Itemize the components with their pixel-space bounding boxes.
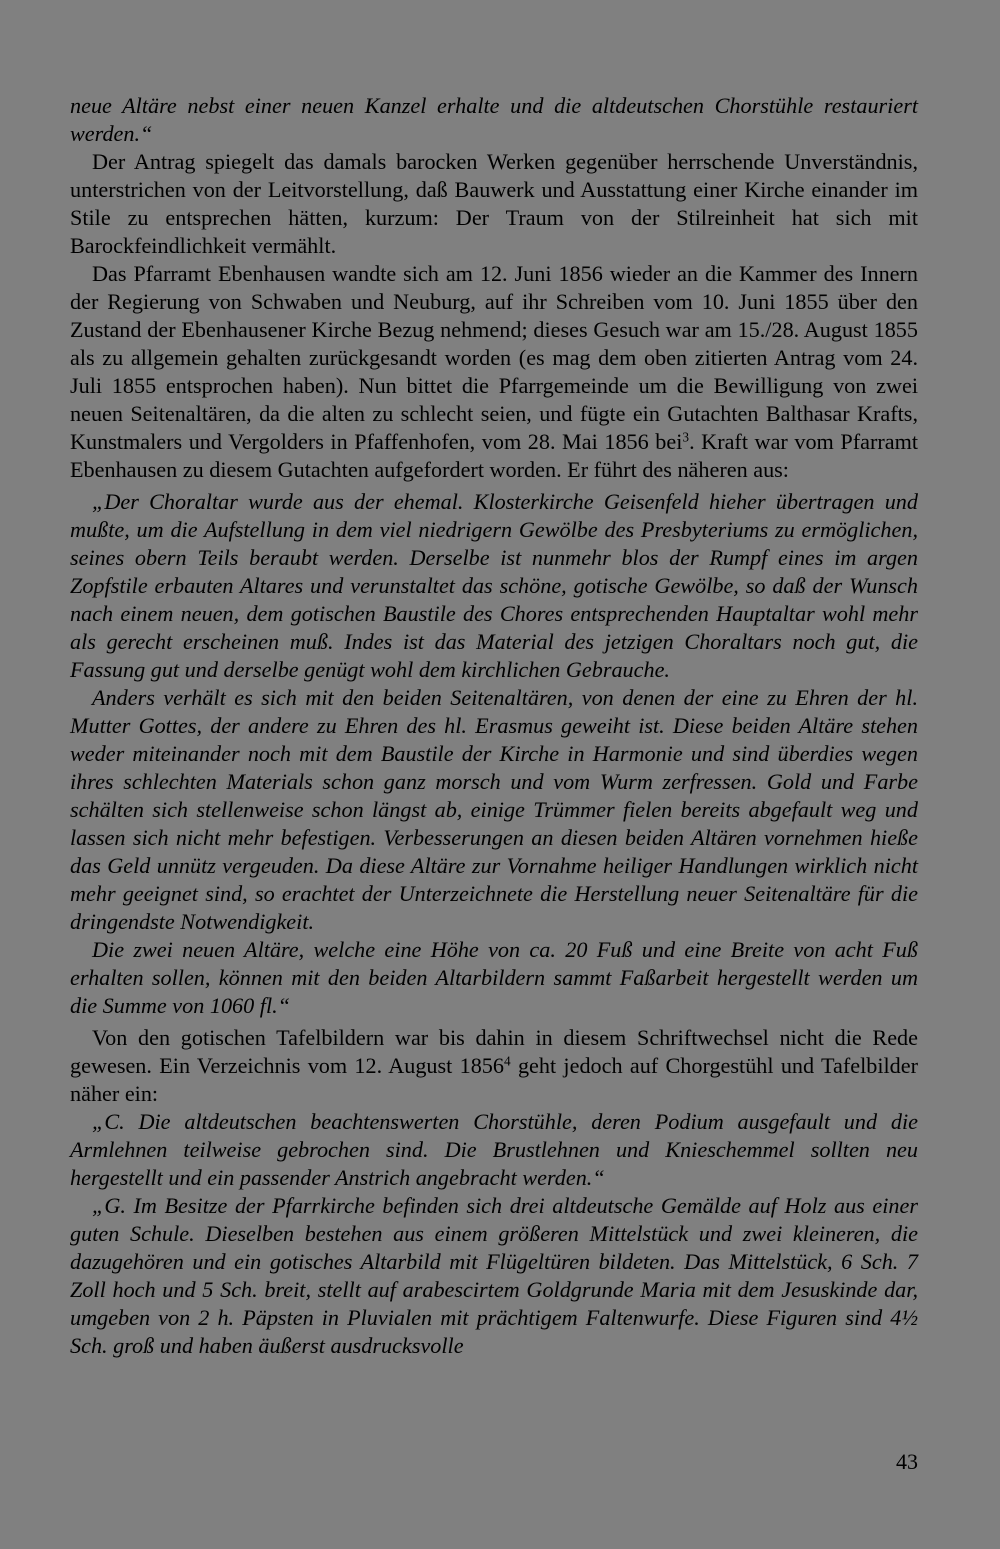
paragraph-text: Von den gotischen Tafelbildern war bis dahin in diesem Schriftwechsel nicht die Rede gewesen. Ein Verzeichnis vom 12. August 1856 xyxy=(70,1025,918,1078)
page-number: 43 xyxy=(896,1449,918,1474)
quote-gemaelde: „G. Im Besitze der Pfarrkirche befinden sich drei altdeutsche Gemälde auf Holz aus einer guten Schule. Dieselben bestehen aus einem größeren Mittelstück und zwei kleineren, die dazugehören und ein gotisches Altarbild mit Flügeltüren bildeten. Das Mittelstück, 6 Sch. 7 Zoll hoch und 5 Sch. breit, stellt auf arabescirtem Goldgrunde Maria mit dem Jesuskinde dar, umgeben von 2 h. Päpsten in Pluvialen mit prächtigem Faltenwurfe. Diese Figuren sind 4½ Sch. groß und haben äußerst ausdrucksvolle xyxy=(70,1193,918,1358)
footnote-ref: 4 xyxy=(504,1053,511,1069)
paragraph-text: Das Pfarramt Ebenhausen wandte sich am 12. Juni 1856 wieder an die Kammer des Innern der Regierung von Schwaben und Neuburg, auf ihr Schreiben vom 10. Juni 1855 über den Zustand der Ebenhausener Kirche Bezug nehmend; dieses Gesuch war am 15./28. August 1855 als zu allgemein gehalten zurückgesandt worden (es mag dem oben zitierten Antrag vom 24. Juli 1855 entsprochen haben). Nun bittet die Pfarrgemeinde um die Bewilligung von zwei neuen Seitenaltären, da die alten zu schlecht seien, und fügte ein Gutachten Balthasar Krafts, Kunstmalers und Vergolders in Pfaffenhofen, vom 28. Mai 1856 bei xyxy=(70,261,918,454)
paragraph-pfarramt xyxy=(70,260,918,484)
quote-chorstuehle: „C. Die altdeutschen beachtenswerten Chorstühle, deren Podium ausgefault und die Armlehnen teilweise gebrochen sind. Die Brustlehnen und Knieschemmel sollten neu hergestellt und ein passender Anstrich angebracht werden.“ xyxy=(70,1109,918,1190)
paragraph-antrag: Der Antrag spiegelt das damals barocken Werken gegenüber herrschende Unverständnis, unterstrichen von der Leitvorstellung, daß Bauwerk und Ausstattung einer Kirche einander im Stile zu entsprechen hätten, kurzum: Der Traum von der Stilreinheit hat sich mit Barockfeindlichkeit vermählt. xyxy=(70,149,918,258)
footnote-ref: 3 xyxy=(682,429,690,445)
quote-seitenaltaere: Anders verhält es sich mit den beiden Seitenaltären, von denen der eine zu Ehren der hl. Mutter Gottes, der andere zu Ehren des hl. Erasmus geweiht ist. Diese beiden Altäre stehen weder miteinander noch mit dem Baustile der Kirche in Harmonie und sind überdies wegen ihres schlechten Materials schon ganz morsch und vom Wurm zerfressen. Gold und Farbe schälten sich stellenweise schon längst ab, einige Trümmer fielen bereits abgefault weg und lassen sich nicht mehr befestigen. Verbesserungen an diesen beiden Altären vornehmen hieße das Geld unnütz vergeuden. Da diese Altäre zur Vornahme heiliger Handlungen wirklich nicht mehr geeignet sind, so erachtet der Unterzeichnete die Herstellung neuer Seitenaltäre für die dringendste Notwendigkeit. xyxy=(70,685,918,934)
page-body xyxy=(70,92,918,1360)
quote-neue-altaere: Die zwei neuen Altäre, welche eine Höhe von ca. 20 Fuß und eine Breite von acht Fuß erhalten sollen, können mit den beiden Altarbildern sammt Faßarbeit hergestellt werden um die Summe von 1060 fl.“ xyxy=(70,937,918,1018)
paragraph-text: . Kraft war vom Pfarramt Ebenhausen zu diesem Gutachten aufgefordert worden. Er führt des näheren aus: xyxy=(70,429,918,482)
quote-choraltar: „Der Choraltar wurde aus der ehemal. Klosterkirche Geisenfeld hieher übertragen und mußte, um die Aufstellung in dem viel niedrigern Gewölbe des Presbyteriums zu ermöglichen, seines obern Teils beraubt werden. Derselbe ist nunmehr blos der Rumpf eines im argen Zopfstile erbauten Altares und verunstaltet das schöne, gotische Gewölbe, so daß der Wunsch nach einem neuen, dem gotischen Baustile des Chores entsprechenden Hauptaltar wohl mehr als gerecht erscheinen muß. Indes ist das Material des jetzigen Choraltars noch gut, die Fassung gut und derselbe genügt wohl dem kirchlichen Gebrauche. xyxy=(70,489,918,682)
paragraph-quote-end: neue Altäre nebst einer neuen Kanzel erhalte und die altdeutschen Chorstühle restauriert werden.“ xyxy=(70,93,918,146)
paragraph-text: geht jedoch auf Chorgestühl und Tafelbilder näher ein: xyxy=(70,1053,918,1106)
paragraph-tafelbilder xyxy=(70,1024,918,1108)
